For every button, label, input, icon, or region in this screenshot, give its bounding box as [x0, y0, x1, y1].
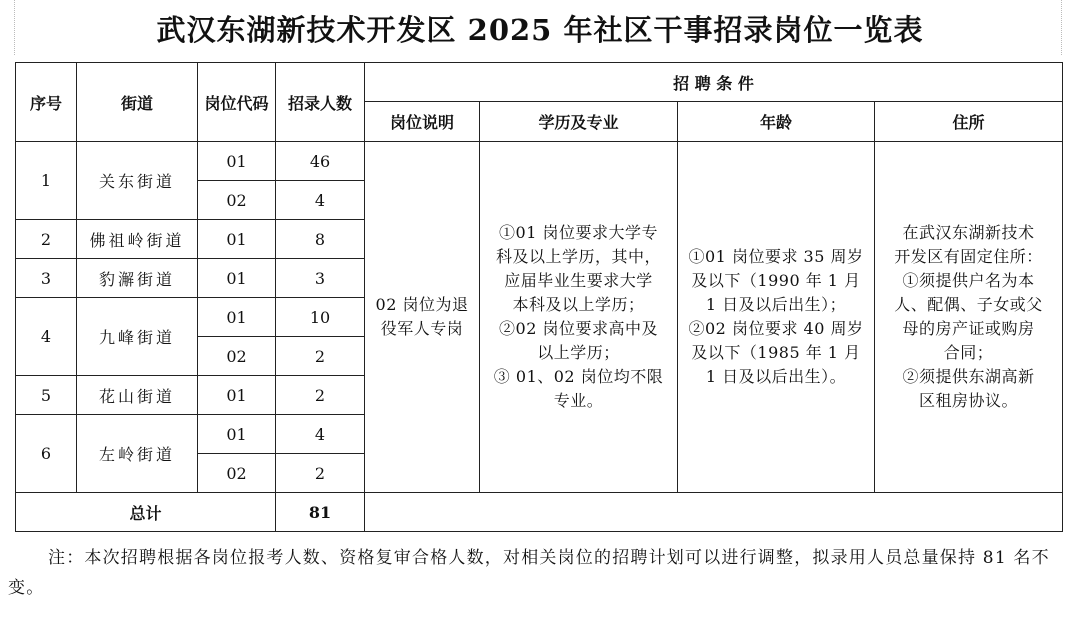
cond-edu	[480, 142, 678, 493]
cond-edu-line: 应届毕业生要求大学	[504, 271, 653, 290]
row-count: 4	[276, 181, 365, 220]
cond-res-line: 母的房产证或购房	[902, 319, 1035, 338]
cond-edu-line: ②02 岗位要求高中及	[499, 319, 658, 338]
cond-res-line: 在武汉东湖新技术	[902, 223, 1035, 242]
cond-edu-line: ③ 01、02 岗位均不限	[493, 367, 664, 386]
cond-res-line: 合同；	[943, 343, 994, 362]
row-code: 01	[198, 415, 276, 454]
row-count: 2	[276, 454, 365, 493]
page-title: 武汉东湖新技术开发区 2025 年社区干事招录岗位一览表	[156, 13, 924, 47]
row-code: 02	[198, 337, 276, 376]
row-code: 01	[198, 142, 276, 181]
row-count: 4	[276, 415, 365, 454]
row-street: 九峰街道	[77, 298, 198, 376]
header-street: 街道	[77, 63, 198, 142]
row-count: 46	[276, 142, 365, 181]
row-code: 02	[198, 181, 276, 220]
row-index: 4	[16, 298, 77, 376]
cond-age	[678, 142, 875, 493]
cond-res-line: 区租房协议。	[919, 391, 1019, 410]
row-count: 2	[276, 376, 365, 415]
row-street: 左岭街道	[77, 415, 198, 493]
cond-edu-line: 本科及以上学历；	[512, 295, 645, 314]
total-row	[16, 493, 1063, 532]
row-code: 01	[198, 220, 276, 259]
total-value: 81	[276, 493, 365, 532]
cond-residence	[875, 142, 1063, 493]
row-index: 1	[16, 142, 77, 220]
row-index: 3	[16, 259, 77, 298]
cond-age-line: ①01 岗位要求 35 周岁	[688, 247, 864, 266]
cond-edu-line: 科及以上学历，其中，	[495, 247, 661, 266]
cond-desc-line: 02 岗位为退	[375, 295, 469, 314]
header-conditions: 招 聘 条 件	[365, 63, 1063, 102]
table-row	[16, 142, 1063, 181]
header-residence: 住所	[875, 102, 1063, 142]
row-code: 01	[198, 259, 276, 298]
cond-age-line: 1 日及以后出生）。	[705, 367, 847, 386]
row-code: 01	[198, 298, 276, 337]
header-code: 岗位代码	[198, 63, 276, 142]
row-code: 02	[198, 454, 276, 493]
header-row-1	[16, 63, 1063, 102]
header-edu: 学历及专业	[480, 102, 678, 142]
cond-edu-line: 以上学历；	[537, 343, 620, 362]
cond-age-line: 1 日及以后出生）；	[705, 295, 847, 314]
row-index: 6	[16, 415, 77, 493]
total-empty	[365, 493, 1063, 532]
row-count: 2	[276, 337, 365, 376]
row-count: 10	[276, 298, 365, 337]
cond-age-line: 及以下（1990 年 1 月	[691, 271, 861, 290]
header-count: 招录人数	[276, 63, 365, 142]
row-index: 2	[16, 220, 77, 259]
cond-desc-line: 役军人专岗	[380, 319, 464, 338]
row-index: 5	[16, 376, 77, 415]
row-code: 01	[198, 376, 276, 415]
row-street: 佛祖岭街道	[77, 220, 198, 259]
cond-res-line: ②须提供东湖高新	[902, 367, 1035, 386]
cond-res-line: 开发区有固定住所：	[894, 247, 1043, 266]
cond-res-line: ①须提供户名为本	[902, 271, 1035, 290]
row-street: 豹澥街道	[77, 259, 198, 298]
cond-age-line: 及以下（1985 年 1 月	[691, 343, 861, 362]
positions-table	[15, 62, 1063, 532]
cond-edu-line: ①01 岗位要求大学专	[499, 223, 658, 242]
cond-res-line: 人、配偶、子女或父	[894, 295, 1043, 314]
cond-edu-line: 专业。	[553, 391, 604, 410]
header-age: 年龄	[678, 102, 875, 142]
row-street: 花山街道	[77, 376, 198, 415]
total-label: 总计	[16, 493, 276, 532]
cond-age-line: ②02 岗位要求 40 周岁	[688, 319, 864, 338]
header-desc: 岗位说明	[365, 102, 480, 142]
row-count: 3	[276, 259, 365, 298]
cond-desc	[365, 142, 480, 493]
row-count: 8	[276, 220, 365, 259]
footnote: 注：本次招聘根据各岗位报考人数、资格复审合格人数，对相关岗位的招聘计划可以进行调整，拟录用人员总量保持 81 名不变。	[8, 548, 1050, 598]
row-street: 关东街道	[77, 142, 198, 220]
header-index: 序号	[16, 63, 77, 142]
